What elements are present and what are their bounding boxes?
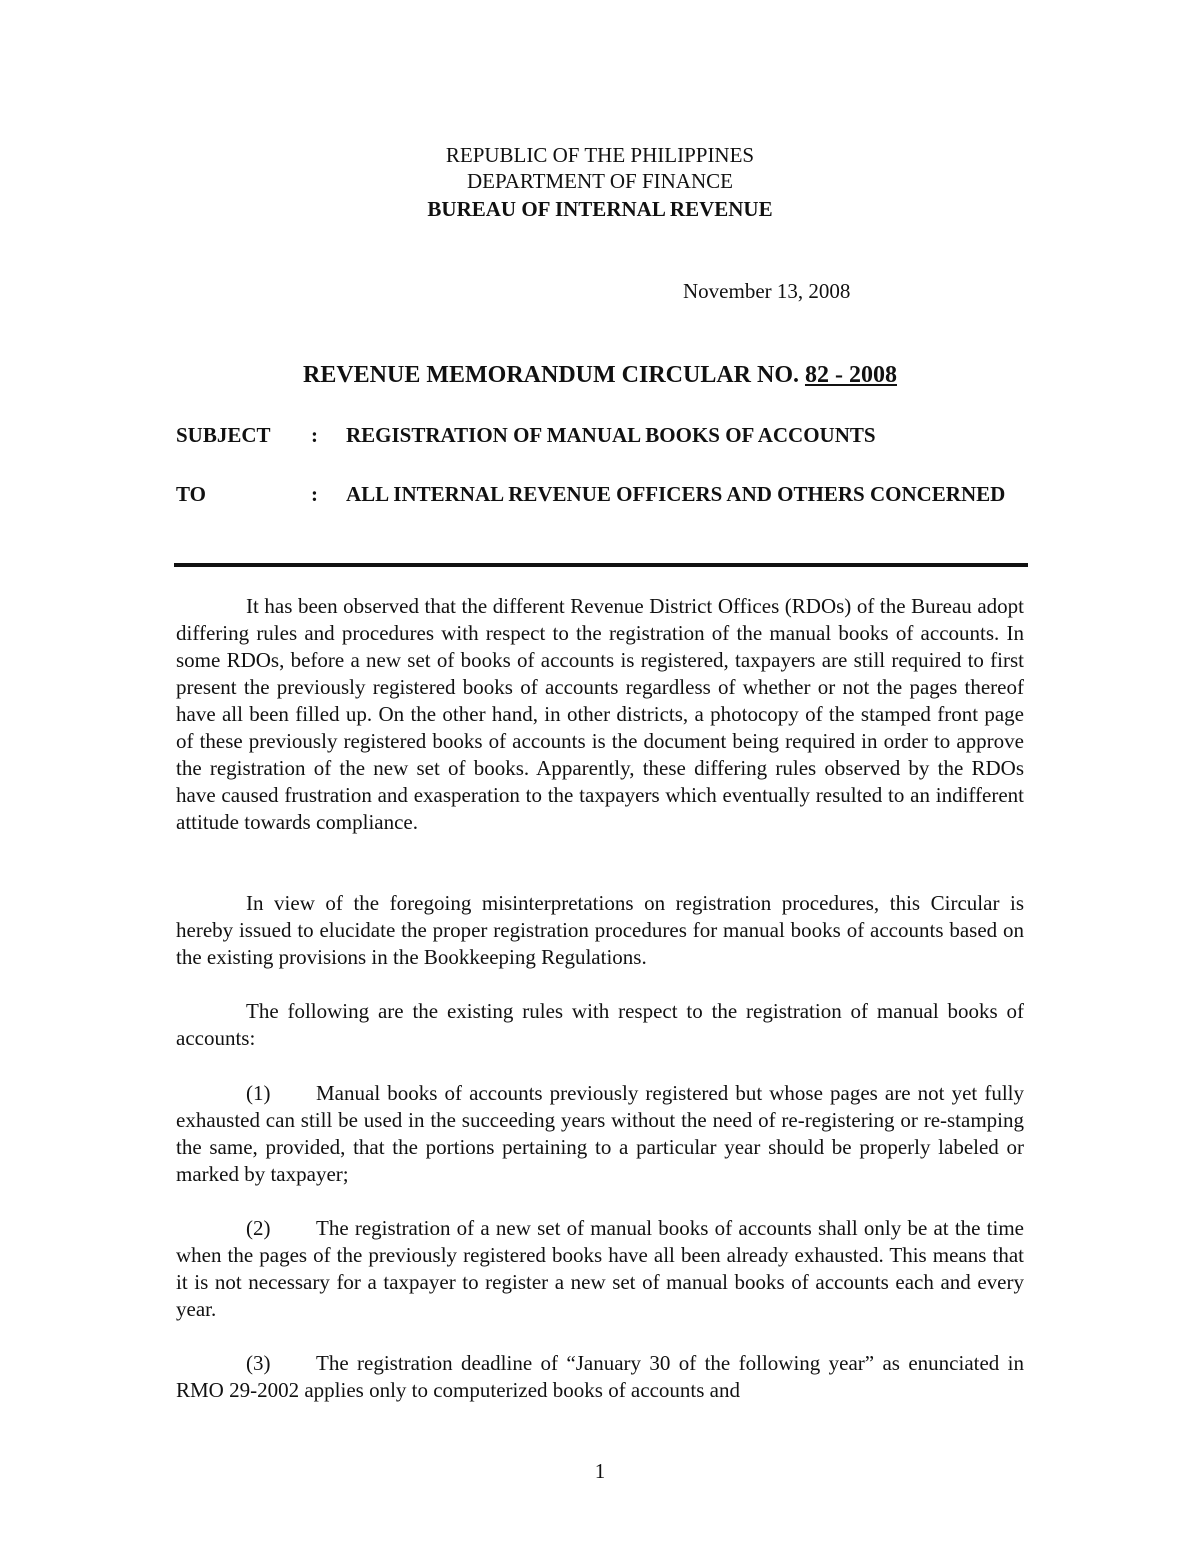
list-item-3 xyxy=(176,1350,1024,1404)
header-bureau: BUREAU OF INTERNAL REVENUE xyxy=(427,197,773,221)
list-item-number: (1) xyxy=(246,1081,271,1105)
circular-title xyxy=(0,362,1200,389)
subject-value: REGISTRATION OF MANUAL BOOKS OF ACCOUNTS xyxy=(346,423,876,447)
body-paragraph-2: In view of the foregoing misinterpretations on registration procedures, this Circular is hereby issued to elucidate the proper registration procedures for manual books of accounts based on the existing provisions in the Bookkeeping Regulations. xyxy=(176,891,1024,969)
document-date: November 13, 2008 xyxy=(683,279,851,303)
body-paragraph-1: It has been observed that the different Revenue District Offices (RDOs) of the Bureau adopt differing rules and procedures with respect to the registration of the manual books of accounts. In some RDOs, before a new set of books of accounts is registered, taxpayers are still required to first present the previously registered books of accounts regardless of whether or not the pages thereof have all been filled up. On the other hand, in other districts, a photocopy of the stamped front page of these previously registered books of accounts is the document being required in order to approve the registration of the new set of books. Apparently, these differing rules observed by the RDOs have caused frustration and exasperation to the taxpayers which eventually resulted to an indifferent attitude towards compliance. xyxy=(176,594,1024,834)
to-colon: : xyxy=(311,482,318,506)
header-department: DEPARTMENT OF FINANCE xyxy=(467,169,733,193)
subject-colon: : xyxy=(311,423,318,447)
list-item-number: (2) xyxy=(246,1216,271,1240)
list-item-1 xyxy=(176,1080,1024,1188)
horizontal-divider xyxy=(174,563,1028,567)
to-value: ALL INTERNAL REVENUE OFFICERS AND OTHERS CONCERNED xyxy=(346,482,1006,506)
circular-title-prefix: REVENUE MEMORANDUM CIRCULAR NO. xyxy=(303,362,799,388)
circular-number: 82 - 2008 xyxy=(804,362,897,388)
subject-label: SUBJECT xyxy=(176,423,271,447)
body-paragraph-3: The following are the existing rules with respect to the registration of manual books of accounts: xyxy=(176,999,1024,1050)
list-item-2 xyxy=(176,1215,1024,1323)
list-item-text: The registration deadline of “January 30 of the following year” as enunciated in RMO 29-2002 applies only to computerized books of accounts and xyxy=(176,1351,1024,1402)
list-item-number: (3) xyxy=(246,1351,271,1375)
header-republic: REPUBLIC OF THE PHILIPPINES xyxy=(445,143,755,167)
page-number: 1 xyxy=(594,1459,606,1483)
to-label: TO xyxy=(176,482,206,506)
list-item-text: The registration of a new set of manual books of accounts shall only be at the time when the pages of the previously registered books have all been already exhausted. This means that it is not necessary for a taxpayer to register a new set of manual books of accounts each and every year. xyxy=(176,1216,1024,1321)
list-item-text: Manual books of accounts previously registered but whose pages are not yet fully exhausted can still be used in the succeeding years without the need of re-registering or re-stamping the same, provided, that the portions pertaining to a particular year should be properly labeled or marked by taxpayer; xyxy=(176,1081,1024,1186)
